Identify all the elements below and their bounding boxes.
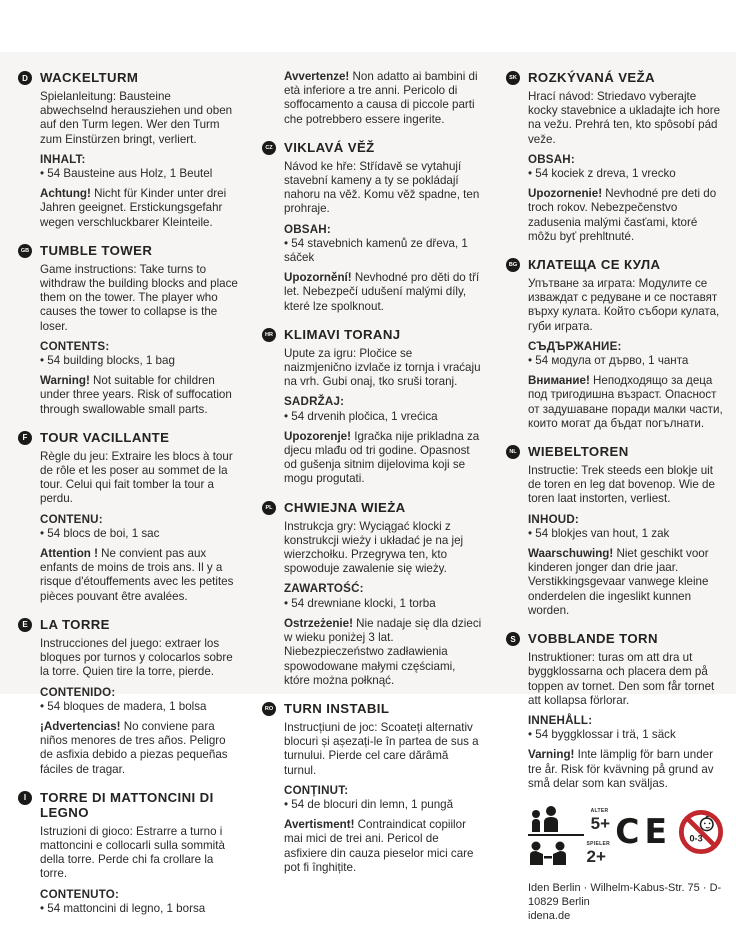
instructions-text: Упътване за играта: Модулите се изваждат с редуване и се поставят върху кулата. Който събори кулата, губи играта. bbox=[528, 277, 720, 333]
section-hr bbox=[262, 327, 482, 487]
section-title: WACKELTURM bbox=[40, 70, 139, 85]
footer-icons-row bbox=[528, 805, 724, 865]
instructions-text: Hrací návod: Striedavo vyberajte kocky stavebnice a ukladajte ich hore na vežu. Prehrá ten, kto spôsobí pád veže. bbox=[528, 90, 721, 146]
players-figures-icon bbox=[528, 841, 568, 865]
section-title: VOBBLANDE TORN bbox=[528, 631, 658, 647]
language-badge: F bbox=[18, 431, 32, 445]
column-1 bbox=[18, 70, 238, 929]
section-ro bbox=[262, 701, 482, 875]
contents-item: • 54 drewniane klocki, 1 torba bbox=[284, 596, 436, 610]
contents-item: • 54 de blocuri din lemn, 1 pungă bbox=[284, 797, 454, 811]
instructions-text: Instrucciones del juego: extraer los bloques por turnos y colocarlos sobre la torre. Quien tire la torre, pierde. bbox=[40, 636, 233, 679]
players-label: SPIELER bbox=[586, 840, 610, 847]
contents-item: • 54 byggklossar i trä, 1 säck bbox=[528, 728, 676, 742]
columns-container bbox=[18, 70, 726, 929]
instructions-text: Upute za igru: Pločice se naizmjenično izvlače iz tornja i vraćaju na vrh. Gubi onaj, tko sruši toranj. bbox=[284, 346, 481, 389]
section-f bbox=[18, 430, 238, 604]
section-bg bbox=[506, 257, 726, 431]
address-line: Iden Berlin · Wilhelm-Kabus-Str. 75 · D-10829 Berlin bbox=[528, 881, 722, 908]
section-title: TURN INSTABIL bbox=[284, 700, 390, 716]
warning-text: Varning! Inte lämplig för barn under tre år. Risk för kvävning på grund av små delar som kan sväljas. bbox=[528, 748, 714, 790]
section-i bbox=[18, 790, 238, 916]
warning-text: Ostrzeżenie! Nie nadaje się dla dzieci w wieku poniżej 3 lat. Niebezpieczeństwo zadławienia spowodowane małymi częściami, które można połknąć. bbox=[284, 616, 482, 687]
ce-mark-icon: CE bbox=[615, 812, 672, 852]
instructions-text: Règle du jeu: Extraire les blocs à tour de rôle et les poser au sommet de la tour. Celui qui fait tomber la tour a perdu. bbox=[40, 449, 233, 506]
warning-text: Upozorenje! Igračka nije prikladna za djecu mlađu od tri godine. Opasnost od gušenja sitnim dijelovima koji se mogu progutati. bbox=[284, 429, 480, 486]
age-players-pictogram bbox=[528, 805, 610, 865]
contents-item: • 54 bloques de madera, 1 bolsa bbox=[40, 699, 207, 713]
warning-text: Attention ! Ne convient pas aux enfants de moins de trois ans. Il y a risque d'étouffements avec les petites pièces pouvant être avalées. bbox=[40, 547, 234, 603]
column-2 bbox=[262, 70, 482, 929]
section-title: ROZKÝVANÁ VEŽA bbox=[528, 70, 655, 85]
website: idena.de bbox=[528, 909, 571, 922]
instructions-text: Instrucțiuni de joc: Scoateți alternativ blocuri și așezați-le în partea de sus a turnului. Pierde cel care dărâmă turnul. bbox=[284, 720, 479, 777]
contents-label: OBSAH: bbox=[284, 222, 331, 236]
section-e bbox=[18, 617, 238, 777]
contents-label: CONȚINUT: bbox=[284, 783, 349, 797]
language-badge: HR bbox=[262, 328, 276, 342]
section-title: KLIMAVI TORANJ bbox=[284, 326, 401, 342]
language-badge: E bbox=[18, 618, 32, 632]
language-badge: CZ bbox=[262, 141, 276, 155]
language-badge: GB bbox=[18, 244, 32, 258]
contents-item: • 54 blocs de boi, 1 sac bbox=[40, 526, 160, 540]
warning-text: Warning! Not suitable for children under three years. Risk of suffocation through swallowable small parts. bbox=[40, 374, 232, 416]
warning-text: Upozornění! Nevhodné pro děti do tří let. Nebezpečí udušení malými díly, které lze spolknout. bbox=[284, 271, 480, 313]
contents-label: SADRŽAJ: bbox=[284, 395, 345, 409]
section-title: WIEBELTOREN bbox=[528, 444, 629, 460]
contents-item: • 54 blokjes van hout, 1 zak bbox=[528, 526, 670, 540]
footer bbox=[506, 805, 726, 923]
age-value: 5+ bbox=[590, 813, 610, 833]
not-for-under-3-icon bbox=[678, 809, 724, 855]
instructions-text: Game instructions: Take turns to withdraw the building blocks and place them on the tower. The player who causes the tower to collapse is the loser. bbox=[40, 262, 238, 333]
contents-label: CONTENIDO: bbox=[40, 685, 116, 699]
warning-text: Avertisment! Contraindicat copiilor mai mici de trei ani. Pericol de asfixiere din cauza pieselor mici care pot fi înghițite. bbox=[284, 818, 474, 874]
section-cz bbox=[262, 140, 482, 314]
warning-text: ¡Advertencias! No conviene para niños menores de tres años. Peligro de asfixia debido a piezas pequeñas fáciles de tragar. bbox=[40, 719, 228, 776]
instructions-text: Spielanleitung: Bausteine abwechselnd herausziehen und oben auf den Turm legen. Wer den Turm zum Einstürzen bringt, verliert. bbox=[40, 90, 233, 146]
section-s bbox=[506, 631, 726, 791]
instructions-text: Instruktioner: turas om att dra ut byggklossarna och placera dem på toppen av tornet. Den som får tornet att kollapsa förlorar. bbox=[528, 651, 715, 707]
contents-item: • 54 drvenih pločica, 1 vrećica bbox=[284, 409, 438, 423]
contents-item: • 54 модула от дърво, 1 чанта bbox=[528, 354, 689, 368]
contents-label: INHALT: bbox=[40, 152, 86, 166]
section-title: КЛАТЕЩА СЕ КУЛА bbox=[528, 257, 661, 273]
section-gb bbox=[18, 243, 238, 417]
section-title: VIKLAVÁ VĚŽ bbox=[284, 139, 375, 155]
warning-text: Achtung! Nicht für Kinder unter drei Jahren geeignet. Erstickungsgefahr wegen verschluckbarer Kleinteile. bbox=[40, 187, 227, 229]
svg-text:0-3: 0-3 bbox=[689, 833, 703, 844]
instructions-text: Istruzioni di gioco: Estrarre a turno i mattoncini e collocarli sulla sommità della torre. Perde chi fa crollare la torre. bbox=[40, 824, 225, 881]
contents-label: INHOUD: bbox=[528, 512, 579, 526]
warning-text: Avvertenze! Non adatto ai bambini di età inferiore a tre anni. Pericolo di soffocamento a causa di piccole parti che potrebbero essere ingerite. bbox=[284, 70, 478, 126]
contents-label: INNEHÅLL: bbox=[528, 713, 593, 727]
language-badge: SK bbox=[506, 71, 520, 85]
contents-item: • 54 mattoncini di legno, 1 borsa bbox=[40, 901, 206, 915]
contents-label: CONTENTS: bbox=[40, 339, 110, 353]
warning-text: Внимание! Неподходящо за деца под тригодишна възраст. Опасност от задушаване поради малки части, които могат да бъдат погълнати. bbox=[528, 374, 723, 430]
players-value: 2+ bbox=[586, 846, 606, 866]
section-title: TOUR VACILLANTE bbox=[40, 429, 170, 445]
warning-text: Upozornenie! Nevhodné pre deti do troch rokov. Nebezpečenstvo zadusenia malými časťami, ktoré môžu byť prehltnuté. bbox=[528, 187, 717, 243]
age-figures-icon bbox=[528, 806, 562, 832]
instructions-text: Návod ke hře: Střídavě se vytahují stavební kameny a ty se pokládají nahoru na věž. Komu věž spadne, ten prohraje. bbox=[284, 159, 480, 216]
age-label: ALTER bbox=[590, 807, 609, 814]
contents-label: OBSAH: bbox=[528, 152, 575, 166]
section-nl bbox=[506, 444, 726, 618]
section-pl bbox=[262, 500, 482, 688]
instructions-text: Instrukcja gry: Wyciągać klocki z konstrukcji wieży i układać je na jej wierzchołku. Przegrywa ten, kto spowoduje zawalenie się wieży. bbox=[284, 519, 464, 576]
language-badge: S bbox=[506, 632, 520, 646]
age-players-divider bbox=[528, 834, 584, 836]
column-3 bbox=[506, 70, 726, 929]
contents-item: • 54 stavebnich kamenů ze dřeva, 1 sáček bbox=[284, 236, 468, 265]
warning-text: Waarschuwing! Niet geschikt voor kinderen jonger dan drie jaar. Verstikkingsgevaar vanwege kleine onderdelen die ingeslikt kunnen worden. bbox=[528, 547, 709, 617]
section-sk bbox=[506, 70, 726, 244]
section-title: TORRE DI MATTONCINI DI LEGNO bbox=[40, 789, 214, 820]
contents-item: • 54 building blocks, 1 bag bbox=[40, 354, 175, 368]
contents-label: ZAWARTOŚĆ: bbox=[284, 582, 364, 596]
publisher-address bbox=[528, 881, 726, 923]
language-badge: NL bbox=[506, 445, 520, 459]
section-title: CHWIEJNA WIEŻA bbox=[284, 499, 406, 515]
section-continuation bbox=[262, 70, 482, 127]
language-badge: RO bbox=[262, 702, 276, 716]
section-d bbox=[18, 70, 238, 230]
language-badge: PL bbox=[262, 501, 276, 515]
instructions-text: Instructie: Trek steeds een blokje uit de toren en leg dat bovenop. Wie de toren laat instorten, verliest. bbox=[528, 464, 715, 506]
contents-item: • 54 Bausteine aus Holz, 1 Beutel bbox=[40, 167, 213, 181]
language-badge: BG bbox=[506, 258, 520, 272]
language-badge: D bbox=[18, 71, 32, 85]
instruction-sheet bbox=[0, 52, 736, 922]
contents-label: СЪДЪРЖАНИЕ: bbox=[528, 339, 622, 353]
contents-label: CONTENUTO: bbox=[40, 887, 120, 901]
contents-item: • 54 kociek z dreva, 1 vrecko bbox=[528, 167, 676, 181]
section-title: TUMBLE TOWER bbox=[40, 242, 153, 258]
contents-label: CONTENU: bbox=[40, 512, 103, 526]
language-badge: I bbox=[18, 791, 32, 805]
section-title: LA TORRE bbox=[40, 616, 110, 632]
